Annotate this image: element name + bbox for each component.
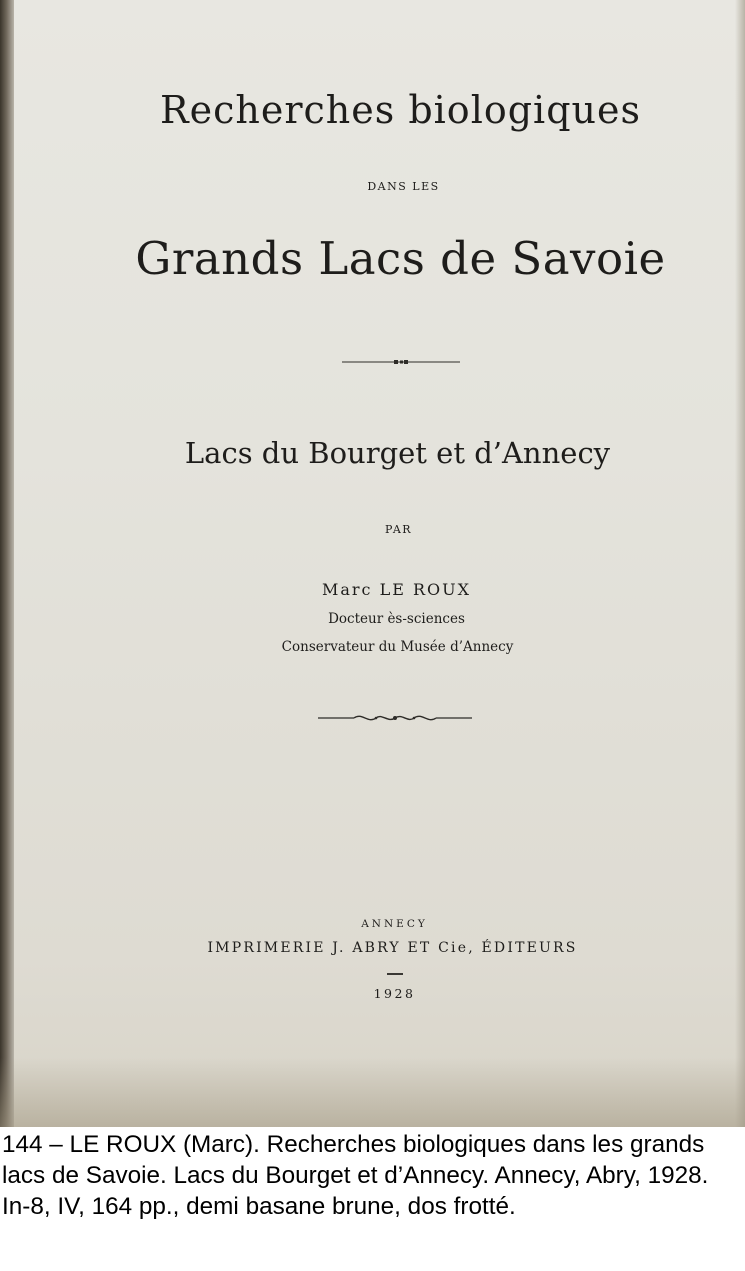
title-line-1: Recherches biologiques bbox=[160, 88, 641, 132]
title-line-2: Grands Lacs de Savoie bbox=[135, 232, 666, 285]
separator-dash bbox=[387, 973, 403, 975]
subtitle: Lacs du Bourget et d’Annecy bbox=[184, 436, 611, 470]
author-name: Marc LE ROUX bbox=[321, 580, 472, 599]
by-label: PAR bbox=[384, 523, 413, 536]
publication-year: 1928 bbox=[373, 986, 416, 1001]
author-role-1: Docteur ès-sciences bbox=[328, 611, 465, 627]
author-role-2: Conservateur du Musée d’Annecy bbox=[281, 639, 514, 655]
ornament-flourish-icon bbox=[318, 711, 472, 725]
catalog-caption: 144 – LE ROUX (Marc). Recherches biologiques dans les grands lacs de Savoie. Lacs du Bourget et d’Annecy. Annecy, Abry, 1928. In-8, IV, 164 pp., demi basane brune, dos frotté. bbox=[2, 1131, 709, 1220]
ornament-rule-icon bbox=[342, 358, 460, 366]
title-connector: DANS LES bbox=[367, 180, 440, 193]
publisher: IMPRIMERIE J. ABRY ET Cie, ÉDITEURS bbox=[207, 940, 578, 956]
publication-place: ANNECY bbox=[361, 918, 428, 930]
